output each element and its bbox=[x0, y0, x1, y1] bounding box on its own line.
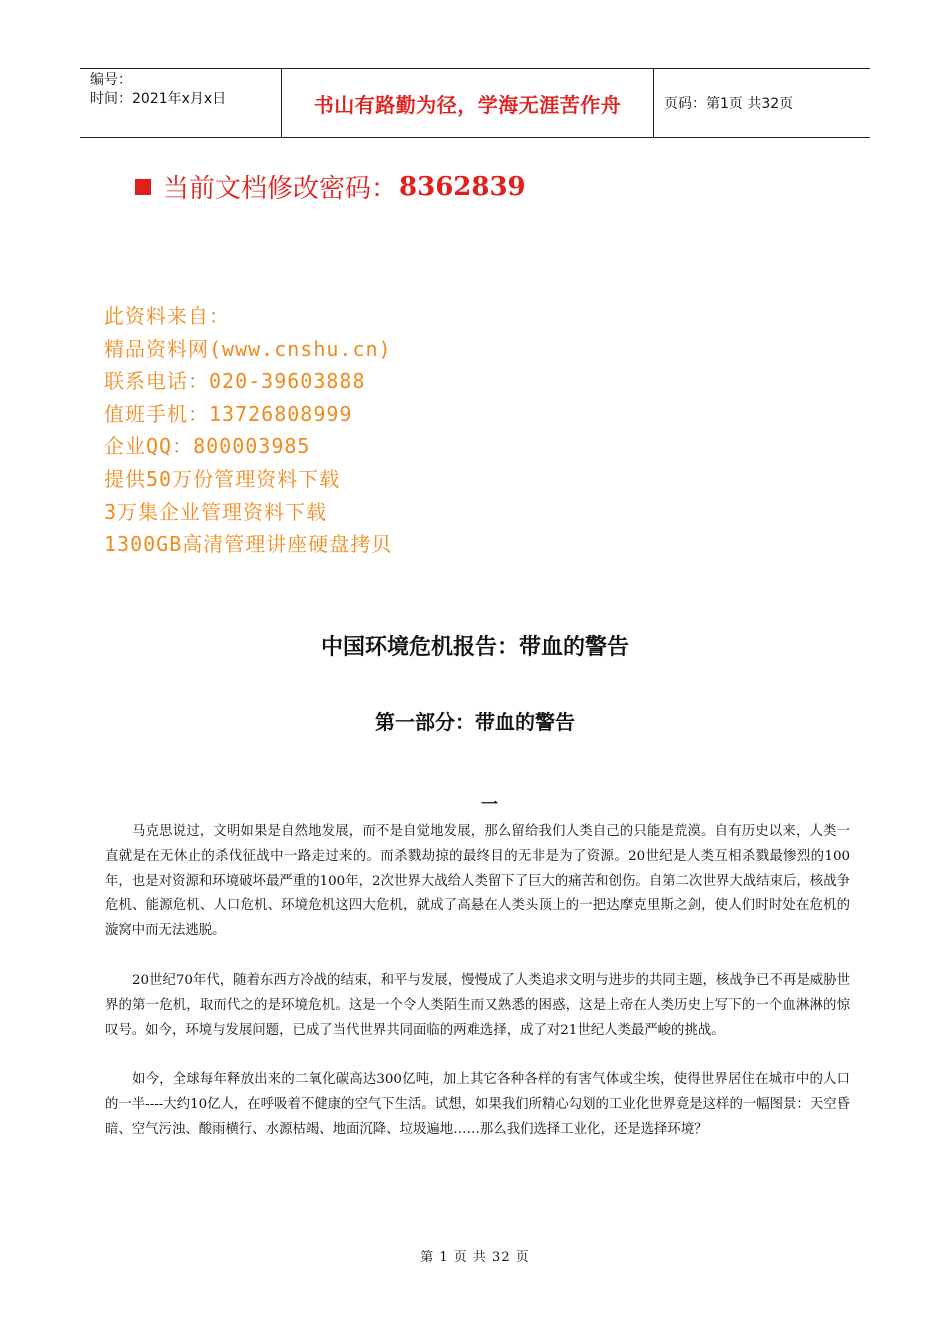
header-motto: 书山有路勤为径，学海无涯苦作舟 bbox=[282, 69, 654, 137]
source-line: 精品资料网(www.cnshu.cn) bbox=[104, 336, 392, 361]
source-line: 3万集企业管理资料下载 bbox=[104, 499, 328, 524]
document-date: 时间：2021年x月x日 bbox=[90, 91, 227, 107]
paragraph: 如今，全球每年释放出来的二氧化碳高达300亿吨，加上其它各种各样的有害气体或尘埃，使得世界居住在城市中的人口的一半----大约10亿人，在呼吸着不健康的空气下生活。试想，如果我们所精心勾划的工业化世界竟是这样的一幅图景：天空昏暗、空气污浊、酸雨横行、水源枯竭、地面沉降、垃圾遍地……那么我们选择工业化，还是选择环境？ bbox=[105, 1072, 850, 1137]
source-line: 提供50万份管理资料下载 bbox=[104, 466, 341, 491]
page-footer: 第 1 页 共 32 页 bbox=[420, 1250, 530, 1265]
document-header bbox=[80, 68, 870, 138]
paragraph: 马克思说过，文明如果是自然地发展，而不是自觉地发展，那么留给我们人类自己的只能是荒漠。自有历史以来，人类一直就是在无休止的杀伐征战中一路走过来的。而杀戮劫掠的最终目的无非是为了资源。20世纪是人类互相杀戮最惨烈的100年，也是对资源和环境破坏最严重的100年，2次世界大战给人类留下了巨大的痛苦和创伤。自第二次世界大战结束后，核战争危机、能源危机、人口危机、环境危机这四大危机，就成了高悬在人类头顶上的一把达摩克里斯之剑，使人们时时处在危机的漩窝中而无法逃脱。 bbox=[105, 824, 850, 939]
password-notice bbox=[135, 168, 526, 205]
source-line: 此资料来自： bbox=[104, 304, 230, 328]
red-square-icon bbox=[135, 179, 151, 195]
source-line: 企业QQ：800003985 bbox=[104, 434, 311, 459]
document-title: 中国环境危机报告：带血的警告 bbox=[320, 634, 629, 660]
header-meta bbox=[80, 69, 282, 137]
section-number: 一 bbox=[481, 795, 498, 815]
password-code: 8362839 bbox=[399, 171, 526, 202]
source-line: 联系电话：020-39603888 bbox=[104, 369, 366, 394]
document-number-label: 编号： bbox=[90, 72, 132, 88]
source-info bbox=[104, 300, 392, 561]
paragraph: 20世纪70年代，随着东西方冷战的结束，和平与发展，慢慢成了人类追求文明与进步的共同主题，核战争已不再是威胁世界的第一危机，取而代之的是环境危机。这是一个令人类陌生而又熟悉的困惑，这是上帝在人类历史上写下的一个血淋淋的惊叹号。如今，环境与发展问题，已成了当代世界共同面临的两难选择，成了对21世纪人类最严峻的挑战。 bbox=[105, 972, 850, 1038]
header-page-info: 页码：第1页 共32页 bbox=[664, 96, 794, 112]
password-label: 当前文档修改密码： bbox=[163, 174, 398, 204]
source-line: 值班手机：13726808999 bbox=[104, 401, 353, 426]
body-text bbox=[105, 820, 850, 1168]
part-title: 第一部分：带血的警告 bbox=[375, 710, 575, 734]
source-line: 1300GB高清管理讲座硬盘拷贝 bbox=[104, 532, 393, 557]
